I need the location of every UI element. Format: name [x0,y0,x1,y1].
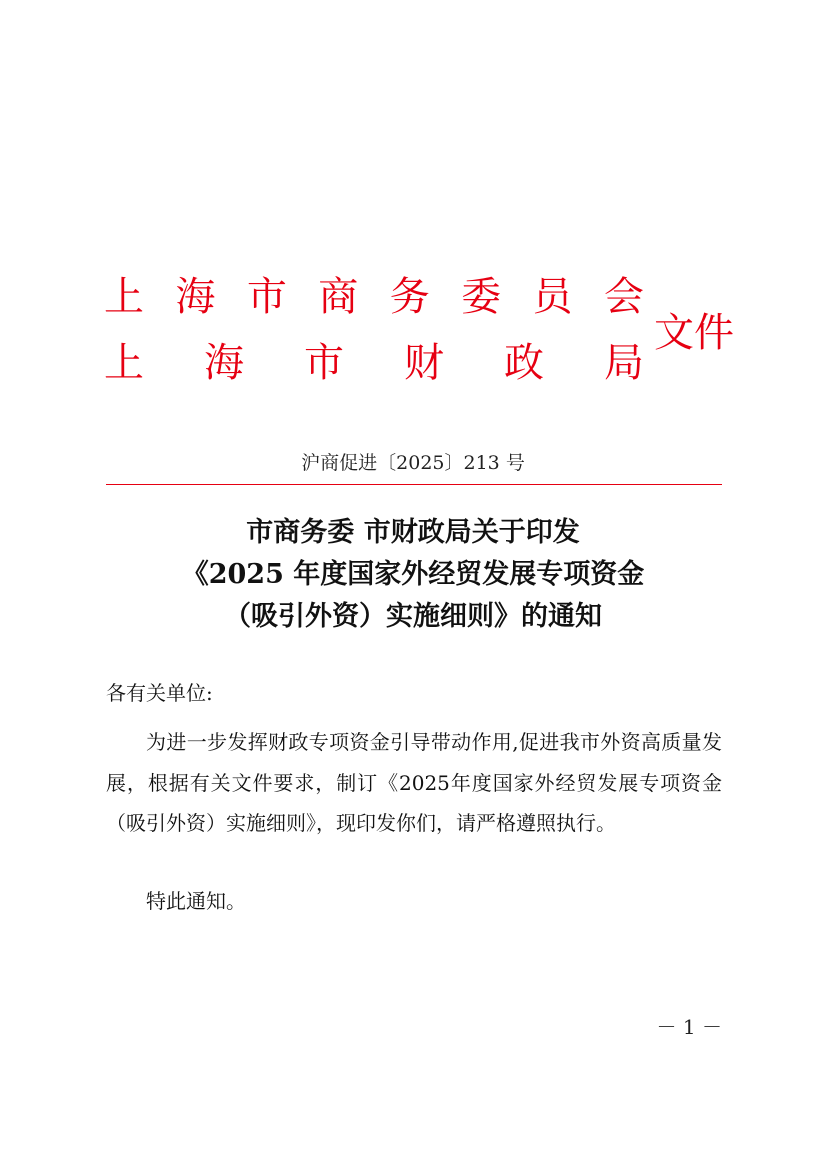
issuer-char: 政 [504,340,544,386]
issuer-char: 上 [104,274,144,320]
issuer-char: 会 [603,274,644,320]
document-number: 沪商促进〔2025〕213 号 [301,452,525,474]
issuer-char: 上 [104,340,144,386]
document-suffix: 文件 [654,310,734,356]
issuer-char: 局 [604,340,644,386]
issuer-name-commerce-commission [104,272,644,322]
title-line-3: （吸引外资）实施细则》的通知 [224,601,602,632]
issuer-char: 员 [532,274,573,320]
issuer-char: 市 [246,274,287,320]
issuer-char: 财 [404,340,444,386]
salutation: 各有关单位: [106,681,213,705]
page-number: － 1 － [656,1015,722,1039]
document-title [0,512,826,638]
title-line-1: 市商务委 市财政局关于印发 [246,517,580,548]
title-line-2: 《2025 年度国家外经贸发展专项资金 [181,559,645,590]
body-paragraph: 为进一步发挥财政专项资金引导带动作用,促进我市外资高质量发展，根据有关文件要求，制订《2025年度国家外经贸发展专项资金（吸引外资）实施细则》，现印发你们，请严格遵照执行。 [106,730,722,835]
issuer-char: 海 [204,340,244,386]
issuer-char: 委 [461,274,502,320]
red-divider-line [106,484,722,485]
closing-line: 特此通知。 [146,889,246,913]
issuer-name-finance-bureau [104,338,644,388]
issuer-char: 务 [389,274,430,320]
issuer-char: 商 [318,274,359,320]
issuer-char: 市 [304,340,344,386]
issuer-char: 海 [175,274,216,320]
